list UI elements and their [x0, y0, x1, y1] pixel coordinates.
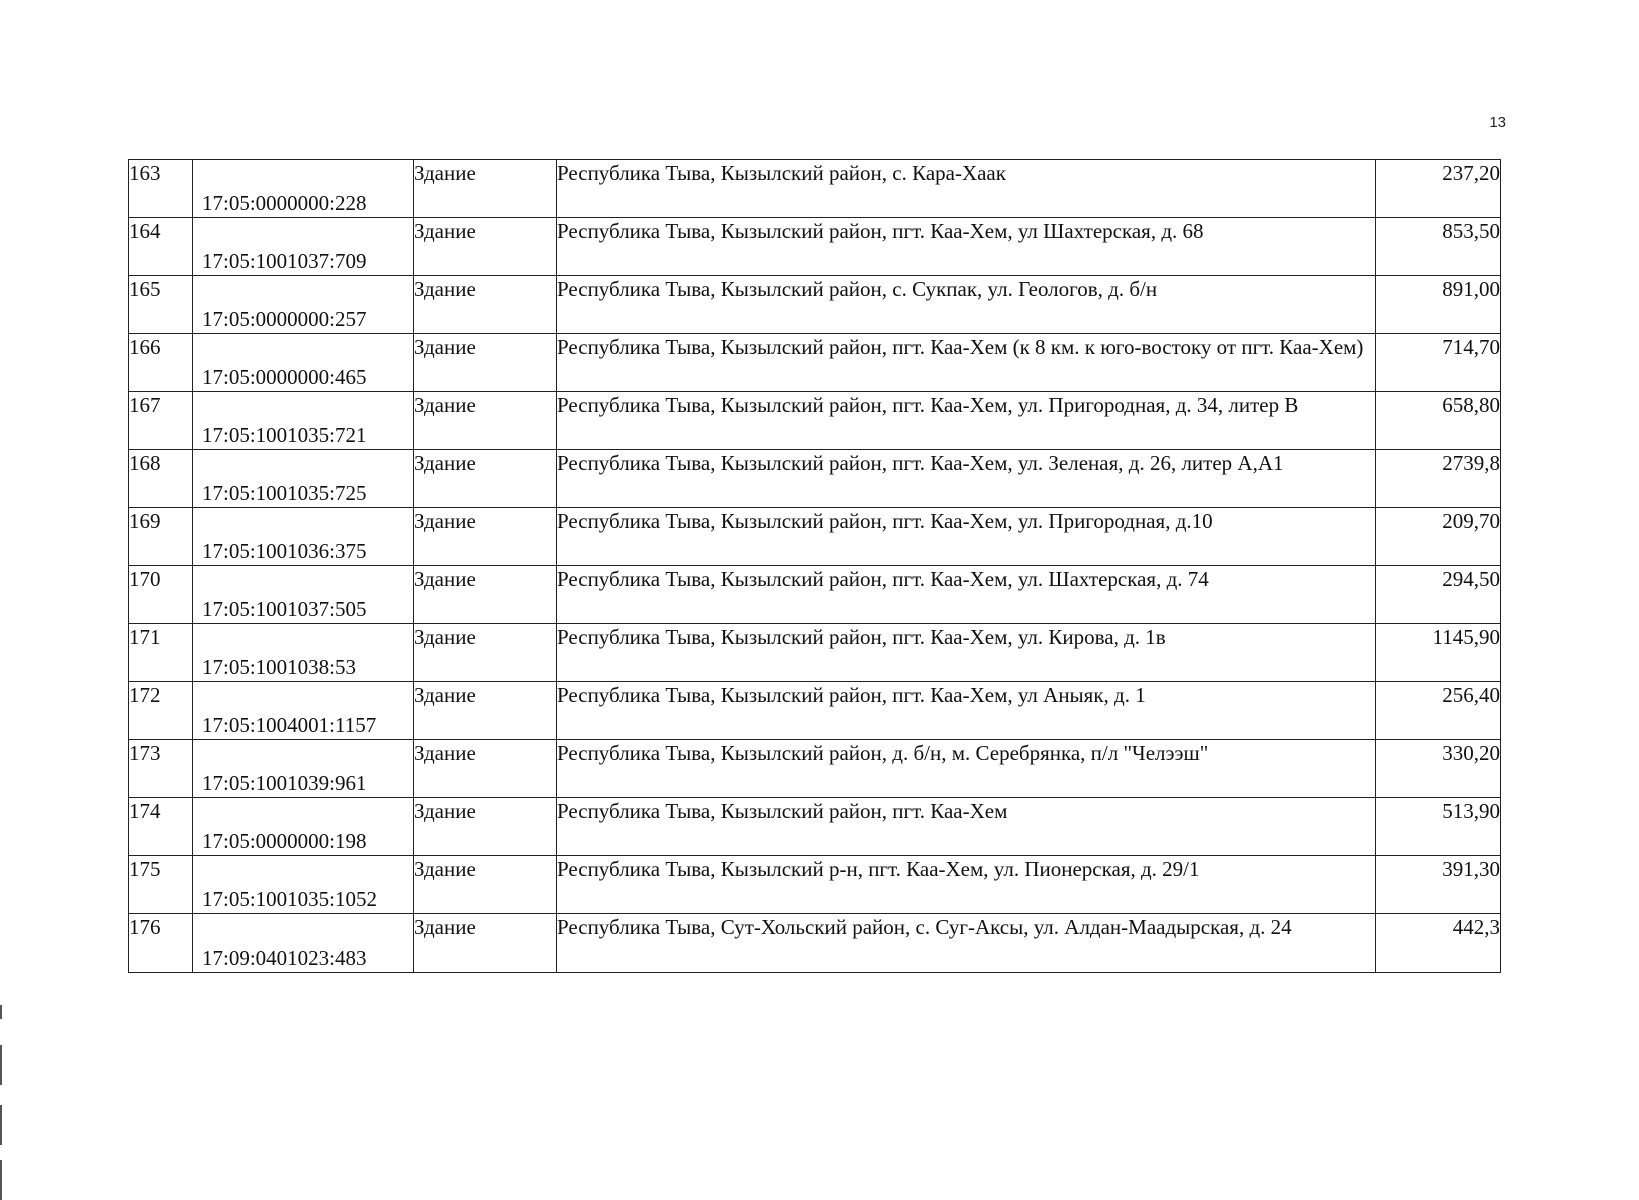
- scan-margin-mark: [0, 1045, 2, 1085]
- object-area: 714,70: [1376, 334, 1501, 392]
- object-area: 658,80: [1376, 392, 1501, 450]
- object-type: Здание: [414, 740, 557, 798]
- table-row: [129, 160, 1501, 218]
- table-row: [129, 624, 1501, 682]
- scan-margin-mark: [0, 1160, 2, 1200]
- property-table-body: [129, 160, 1501, 973]
- object-type: Здание: [414, 624, 557, 682]
- cadastral-number: 17:05:0000000:257: [202, 307, 367, 331]
- object-address: Республика Тыва, Кызылский район, д. б/н, м. Серебрянка, п/л "Челээш": [557, 740, 1376, 798]
- object-type: Здание: [414, 334, 557, 392]
- table-row: [129, 740, 1501, 798]
- cadastral-number: 17:05:1001038:53: [202, 655, 357, 679]
- cadastral-number-cell: [193, 450, 414, 508]
- cadastral-number: 17:09:0401023:483: [202, 946, 367, 970]
- cadastral-number-cell: [193, 798, 414, 856]
- cadastral-number-cell: [193, 160, 414, 218]
- object-type: Здание: [414, 798, 557, 856]
- object-area: 209,70: [1376, 508, 1501, 566]
- object-address: Республика Тыва, Кызылский район, пгт. Каа-Хем, ул. Пригородная, д.10: [557, 508, 1376, 566]
- cadastral-number: 17:05:1001039:961: [202, 771, 367, 795]
- object-address: Республика Тыва, Кызылский район, пгт. Каа-Хем, ул Аныяк, д. 1: [557, 682, 1376, 740]
- object-type: Здание: [414, 682, 557, 740]
- row-number: 173: [129, 740, 193, 798]
- object-area: 330,20: [1376, 740, 1501, 798]
- row-number: 168: [129, 450, 193, 508]
- object-address: Республика Тыва, Кызылский район, с. Кара-Хаак: [557, 160, 1376, 218]
- object-type: Здание: [414, 508, 557, 566]
- cadastral-number: 17:05:1001035:1052: [202, 887, 378, 911]
- row-number: 174: [129, 798, 193, 856]
- table-row: [129, 508, 1501, 566]
- table-row: [129, 798, 1501, 856]
- cadastral-number-cell: [193, 566, 414, 624]
- object-type: Здание: [414, 276, 557, 334]
- table-row: [129, 566, 1501, 624]
- cadastral-number: 17:05:1001036:375: [202, 539, 367, 563]
- table-row: [129, 276, 1501, 334]
- page-number: 13: [1489, 114, 1506, 131]
- cadastral-number-cell: [193, 624, 414, 682]
- row-number: 171: [129, 624, 193, 682]
- object-area: 1145,90: [1376, 624, 1501, 682]
- cadastral-number: 17:05:1001037:709: [202, 249, 367, 273]
- object-area: 853,50: [1376, 218, 1501, 276]
- table-row: [129, 914, 1501, 973]
- cadastral-number-cell: [193, 218, 414, 276]
- object-area: 237,20: [1376, 160, 1501, 218]
- row-number: 169: [129, 508, 193, 566]
- row-number: 172: [129, 682, 193, 740]
- object-area: 891,00: [1376, 276, 1501, 334]
- cadastral-number: 17:05:1001035:725: [202, 481, 367, 505]
- row-number: 166: [129, 334, 193, 392]
- object-address: Республика Тыва, Кызылский район, пгт. Каа-Хем, ул. Кирова, д. 1в: [557, 624, 1376, 682]
- object-type: Здание: [414, 856, 557, 914]
- object-address: Республика Тыва, Кызылский район, пгт. Каа-Хем, ул. Зеленая, д. 26, литер А,А1: [557, 450, 1376, 508]
- object-address: Республика Тыва, Кызылский район, пгт. Каа-Хем, ул. Пригородная, д. 34, литер В: [557, 392, 1376, 450]
- property-table: [128, 159, 1501, 973]
- row-number: 163: [129, 160, 193, 218]
- object-address: Республика Тыва, Кызылский р-н, пгт. Каа-Хем, ул. Пионерская, д. 29/1: [557, 856, 1376, 914]
- table-row: [129, 450, 1501, 508]
- scan-margin-mark: [0, 1105, 2, 1145]
- row-number: 175: [129, 856, 193, 914]
- object-area: 2739,8: [1376, 450, 1501, 508]
- object-area: 391,30: [1376, 856, 1501, 914]
- object-area: 294,50: [1376, 566, 1501, 624]
- table-row: [129, 392, 1501, 450]
- object-area: 256,40: [1376, 682, 1501, 740]
- cadastral-number: 17:05:1001037:505: [202, 597, 367, 621]
- object-address: Республика Тыва, Кызылский район, пгт. Каа-Хем, ул. Шахтерская, д. 74: [557, 566, 1376, 624]
- object-address: Республика Тыва, Кызылский район, пгт. Каа-Хем: [557, 798, 1376, 856]
- row-number: 170: [129, 566, 193, 624]
- row-number: 167: [129, 392, 193, 450]
- scan-margin-mark: [0, 1005, 2, 1019]
- table-row: [129, 334, 1501, 392]
- object-area: 513,90: [1376, 798, 1501, 856]
- object-address: Республика Тыва, Кызылский район, пгт. Каа-Хем, ул Шахтерская, д. 68: [557, 218, 1376, 276]
- row-number: 176: [129, 914, 193, 973]
- cadastral-number-cell: [193, 508, 414, 566]
- object-type: Здание: [414, 566, 557, 624]
- object-type: Здание: [414, 914, 557, 973]
- cadastral-number-cell: [193, 740, 414, 798]
- object-address: Республика Тыва, Кызылский район, пгт. Каа-Хем (к 8 км. к юго-востоку от пгт. Каа-Хем): [557, 334, 1376, 392]
- row-number: 165: [129, 276, 193, 334]
- cadastral-number-cell: [193, 276, 414, 334]
- object-address: Республика Тыва, Сут-Хольский район, с. Суг-Аксы, ул. Алдан-Маадырская, д. 24: [557, 914, 1376, 973]
- table-row: [129, 218, 1501, 276]
- cadastral-number: 17:05:1001035:721: [202, 423, 367, 447]
- cadastral-number-cell: [193, 914, 414, 973]
- table-row: [129, 682, 1501, 740]
- object-type: Здание: [414, 218, 557, 276]
- cadastral-number: 17:05:0000000:465: [202, 365, 367, 389]
- cadastral-number: 17:05:0000000:228: [202, 191, 367, 215]
- cadastral-number: 17:05:0000000:198: [202, 829, 367, 853]
- cadastral-number-cell: [193, 392, 414, 450]
- table-row: [129, 856, 1501, 914]
- cadastral-number-cell: [193, 856, 414, 914]
- object-area: 442,3: [1376, 914, 1501, 973]
- object-type: Здание: [414, 392, 557, 450]
- cadastral-number-cell: [193, 682, 414, 740]
- cadastral-number: 17:05:1004001:1157: [202, 713, 377, 737]
- object-type: Здание: [414, 450, 557, 508]
- row-number: 164: [129, 218, 193, 276]
- cadastral-number-cell: [193, 334, 414, 392]
- object-type: Здание: [414, 160, 557, 218]
- object-address: Республика Тыва, Кызылский район, с. Сукпак, ул. Геологов, д. б/н: [557, 276, 1376, 334]
